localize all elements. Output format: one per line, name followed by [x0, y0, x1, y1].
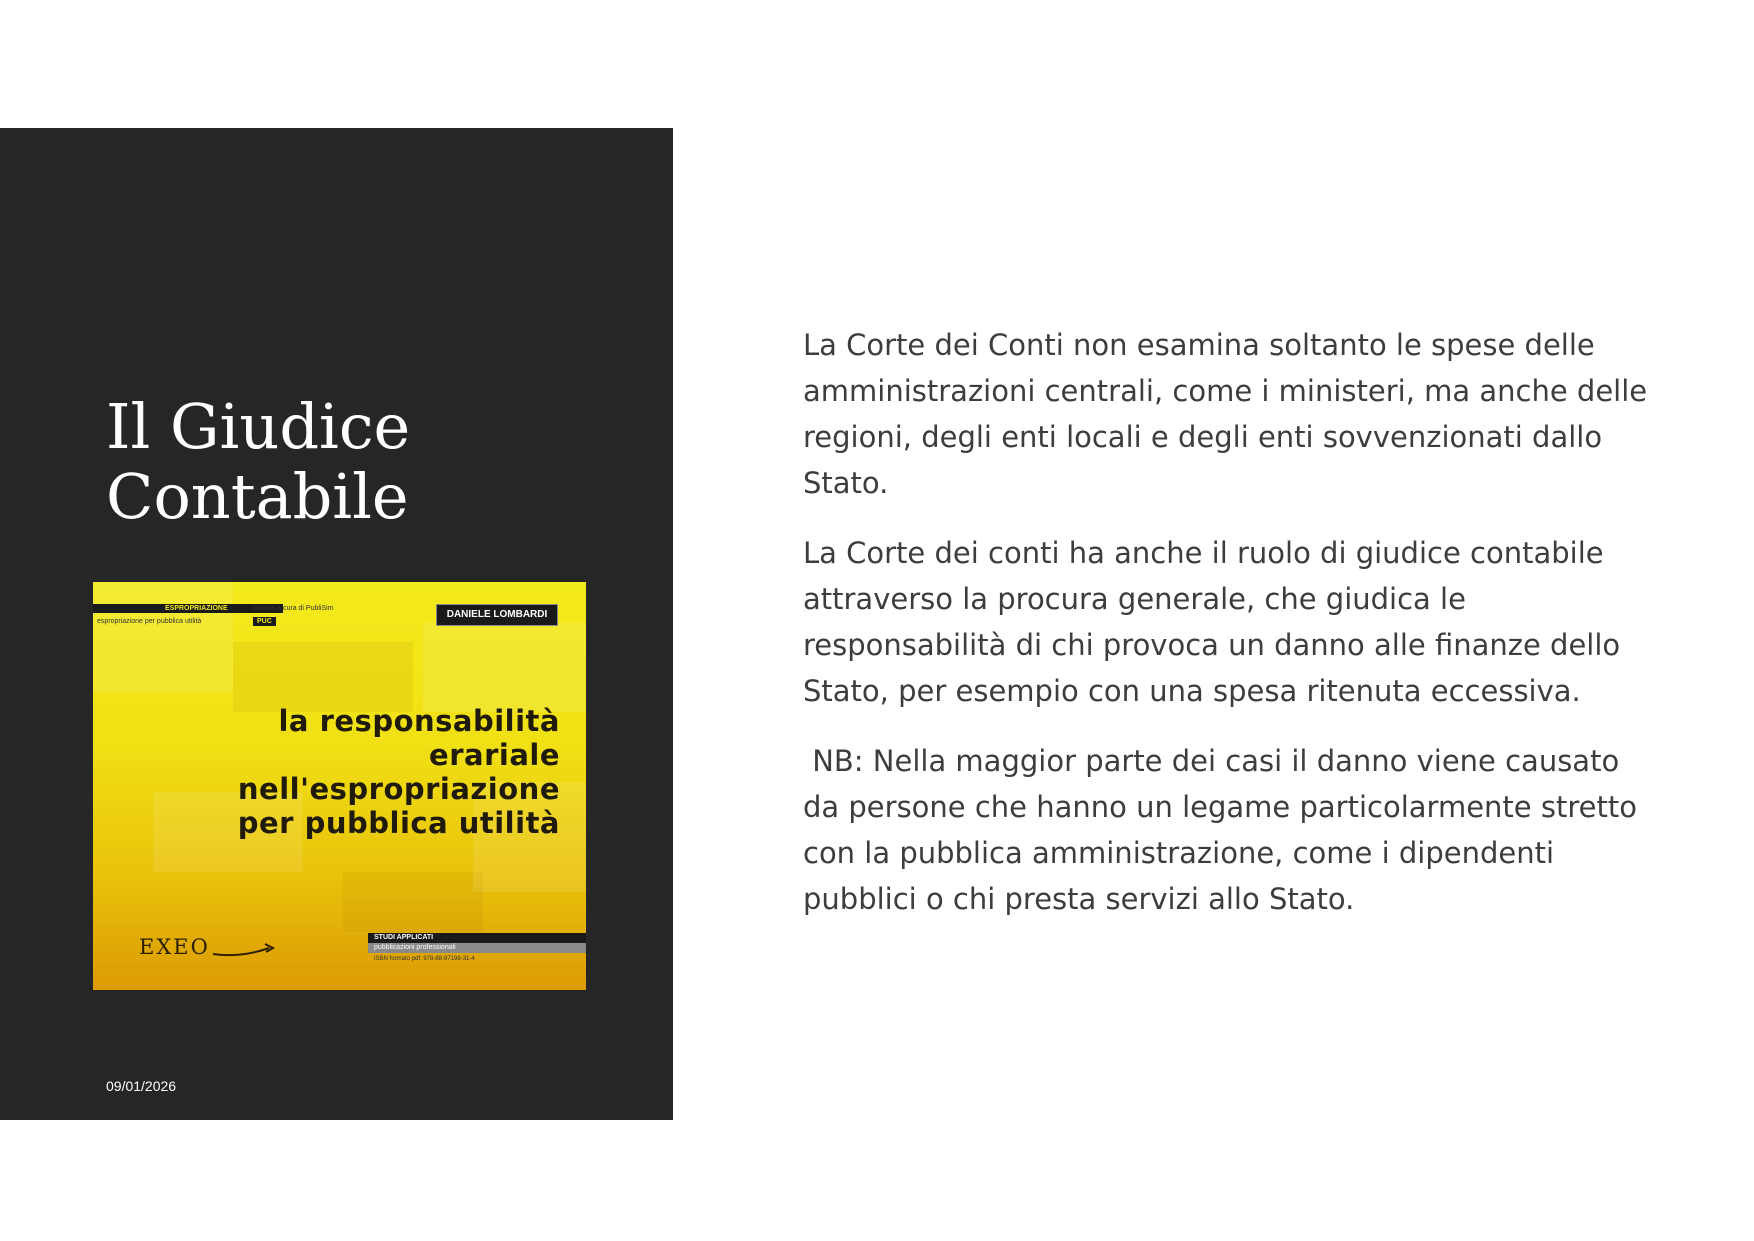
cover-subtitle: espropriazione per pubblica utilità: [97, 618, 202, 625]
cover-collection-box: [368, 933, 586, 973]
body-text: [803, 322, 1663, 946]
cover-title-line-4: per pubblica utilità: [237, 806, 560, 840]
cover-title-line-3: nell'espropriazione: [237, 772, 560, 806]
publisher-logo: EXEO: [139, 935, 210, 959]
cover-title-line-1: la responsabilità: [278, 704, 560, 738]
slide-title-line-1: Il Giudice: [106, 390, 411, 463]
cover-series: ESPROPRIAZIONE: [165, 605, 228, 612]
cover-isbn: ISBN formato pdf: 978-88-97198-31-4: [374, 956, 475, 962]
cover-author: DANIELE LOMBARDI: [436, 604, 558, 626]
body-paragraph-3: NB: Nella maggior parte dei casi il danno viene causato da persone che hanno un legame particolarmente stretto con la pubblica amministrazione, come i dipendenti pubblici o chi presta servizi allo Stato.: [803, 744, 1647, 916]
slide-title-line-2: Contabile: [106, 460, 409, 533]
publisher-swoosh-icon: [211, 942, 281, 958]
cover-series-note: collana a cura di PubliSim: [253, 605, 334, 612]
cover-title-line-2: erariale: [429, 738, 560, 772]
body-paragraph-1: La Corte dei Conti non esamina soltanto le spese delle amministrazioni centrali, come i ministeri, ma anche delle regioni, degli enti locali e degli enti sovvenzionati dallo Stato.: [803, 328, 1648, 500]
book-cover-image: [93, 582, 586, 990]
slide-title: [106, 392, 626, 532]
cover-collection-sub: pubblicazioni professionali: [368, 943, 586, 953]
cover-collection: STUDI APPLICATI: [368, 933, 586, 943]
slide-date: 09/01/2026: [106, 1078, 177, 1094]
body-paragraph-2: La Corte dei conti ha anche il ruolo di giudice contabile attraverso la procura generale, che giudica le responsabilità di chi provoca un danno alle finanze dello Stato, per esempio con una spesa ritenuta eccessiva.: [803, 536, 1621, 708]
cover-tag: PUC: [253, 617, 276, 626]
cover-title: [238, 704, 560, 840]
